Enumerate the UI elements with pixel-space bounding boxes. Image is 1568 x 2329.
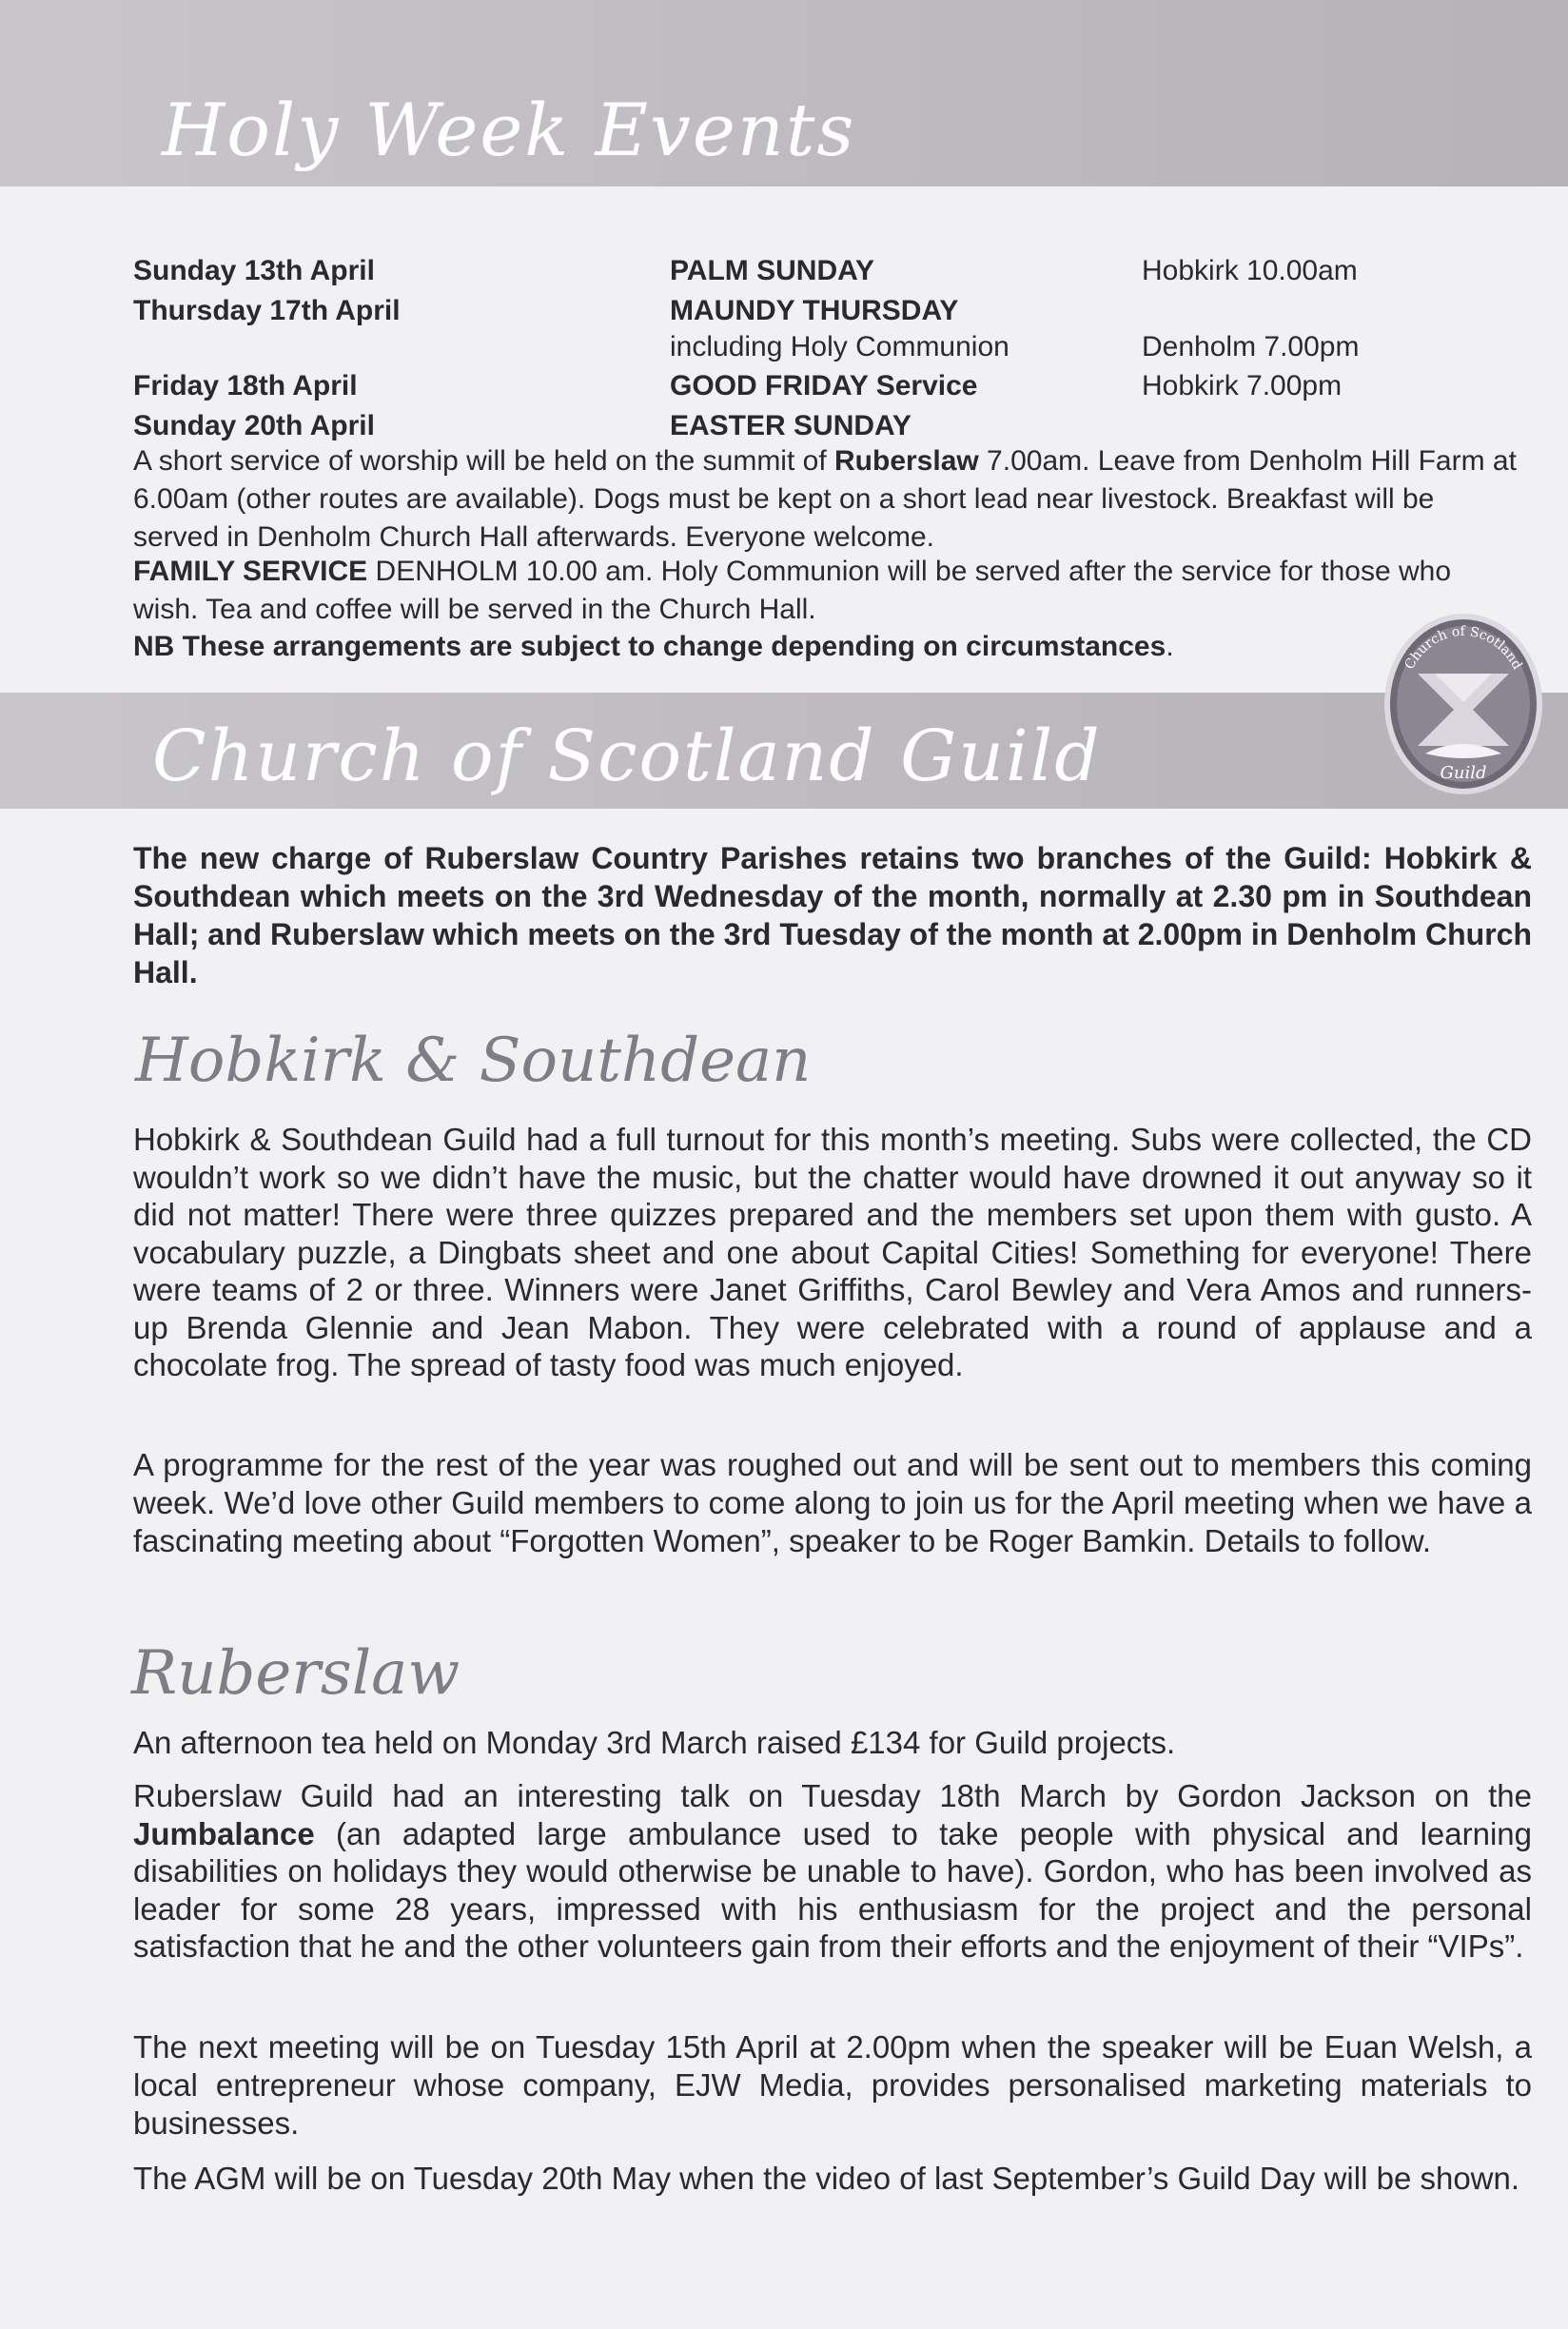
- hobkirk-paragraph-2: A programme for the rest of the year was roughed out and will be sent out to members this coming week. We’d love other Guild members to come along to join us for the April meeting when we have a fascinating meeting about “Forgotten Women”, speaker to be Roger Bamkin. Details to follow.: [133, 1447, 1532, 1558]
- event-title-3: GOOD FRIDAY Service: [670, 370, 978, 401]
- logo-top-text: Church of Scotland: [1401, 623, 1525, 673]
- event-title-2: MAUNDY THURSDAY: [670, 295, 959, 326]
- event-date-2: Thursday 17th April: [133, 295, 401, 326]
- ruberslaw-paragraph-1: An afternoon tea held on Monday 3rd March raised £134 for Guild projects.: [133, 1725, 1176, 1760]
- hobkirk-heading: Hobkirk & Southdean: [135, 1026, 812, 1096]
- event-time-2: Denholm 7.00pm: [1142, 331, 1360, 362]
- family-service-text: FAMILY SERVICE DENHOLM 10.00 am. Holy Communion will be served after the service for those who wish. Tea and coffee will be served in the Church Hall.: [133, 556, 1452, 625]
- guild-logo: [1380, 611, 1547, 797]
- event-date-1: Sunday 13th April: [133, 255, 375, 286]
- guild-heading: Church of Scotland Guild: [152, 715, 1102, 797]
- event-time-1: Hobkirk 10.00am: [1142, 255, 1358, 286]
- event-date-4: Sunday 20th April: [133, 410, 375, 441]
- ruberslaw-paragraph-3: The next meeting will be on Tuesday 15th April at 2.00pm when the speaker will be Euan Welsh, a local entrepreneur whose company, EJW Media, provides personalised marketing materials to businesses.: [133, 2029, 1532, 2141]
- event-title-1: PALM SUNDAY: [670, 255, 875, 286]
- event-time-3: Hobkirk 7.00pm: [1142, 370, 1343, 401]
- holy-week-heading: Holy Week Events: [162, 88, 856, 172]
- ruberslaw-heading: Ruberslaw: [131, 1638, 461, 1709]
- event-title-4: EASTER SUNDAY: [670, 410, 911, 441]
- summit-service-text: A short service of worship will be held on the summit of Ruberslaw 7.00am. Leave from Denholm Hill Farm at 6.00am (other routes are available). Dogs must be kept on a short lead near livestock. Breakfast will be served in Denholm Church Hall afterwards. Everyone welcome.: [133, 445, 1517, 553]
- event-sub-2: including Holy Communion: [670, 331, 1009, 362]
- event-date-3: Friday 18th April: [133, 370, 358, 401]
- guild-intro: The new charge of Ruberslaw Country Parishes retains two branches of the Guild: Hobkirk & Southdean which meets on the 3rd Wednesday of the month, normally at 2.30 pm in Southdean Hall; and Ruberslaw which meets on the 3rd Tuesday of the month at 2.00pm in Denholm Church Hall.: [133, 841, 1532, 989]
- logo-bottom-text: Guild: [1440, 763, 1487, 783]
- nb-notice: NB These arrangements are subject to change depending on circumstances.: [133, 631, 1174, 662]
- ruberslaw-paragraph-2: Ruberslaw Guild had an interesting talk on Tuesday 18th March by Gordon Jackson on the Jumbalance (an adapted large ambulance used to take people with physical and learning disabilities on holidays they would otherwise be unable to have). Gordon, who has been involved as leader for some 28 years, impressed with his enthusiasm for the project and the personal satisfaction that he and the other volunteers gain from their efforts and the enjoyment of their “VIPs”.: [133, 1778, 1532, 1964]
- ruberslaw-paragraph-4: The AGM will be on Tuesday 20th May when the video of last September’s Guild Day will be shown.: [133, 2161, 1520, 2196]
- hobkirk-paragraph-1: Hobkirk & Southdean Guild had a full turnout for this month’s meeting. Subs were collected, the CD wouldn’t work so we didn’t have the music, but the chatter would have drowned it out anyway so it did not matter! There were three quizzes prepared and the members set upon them with gusto. A vocabulary puzzle, a Dingbats sheet and one about Capital Cities! Something for everyone! There were teams of 2 or three. Winners were Janet Griffiths, Carol Bewley and Vera Amos and runners- up Brenda Glennie and Jean Mabon. They were celebrated with a round of applause and a chocolate frog. The spread of tasty food was much enjoyed.: [133, 1122, 1532, 1382]
